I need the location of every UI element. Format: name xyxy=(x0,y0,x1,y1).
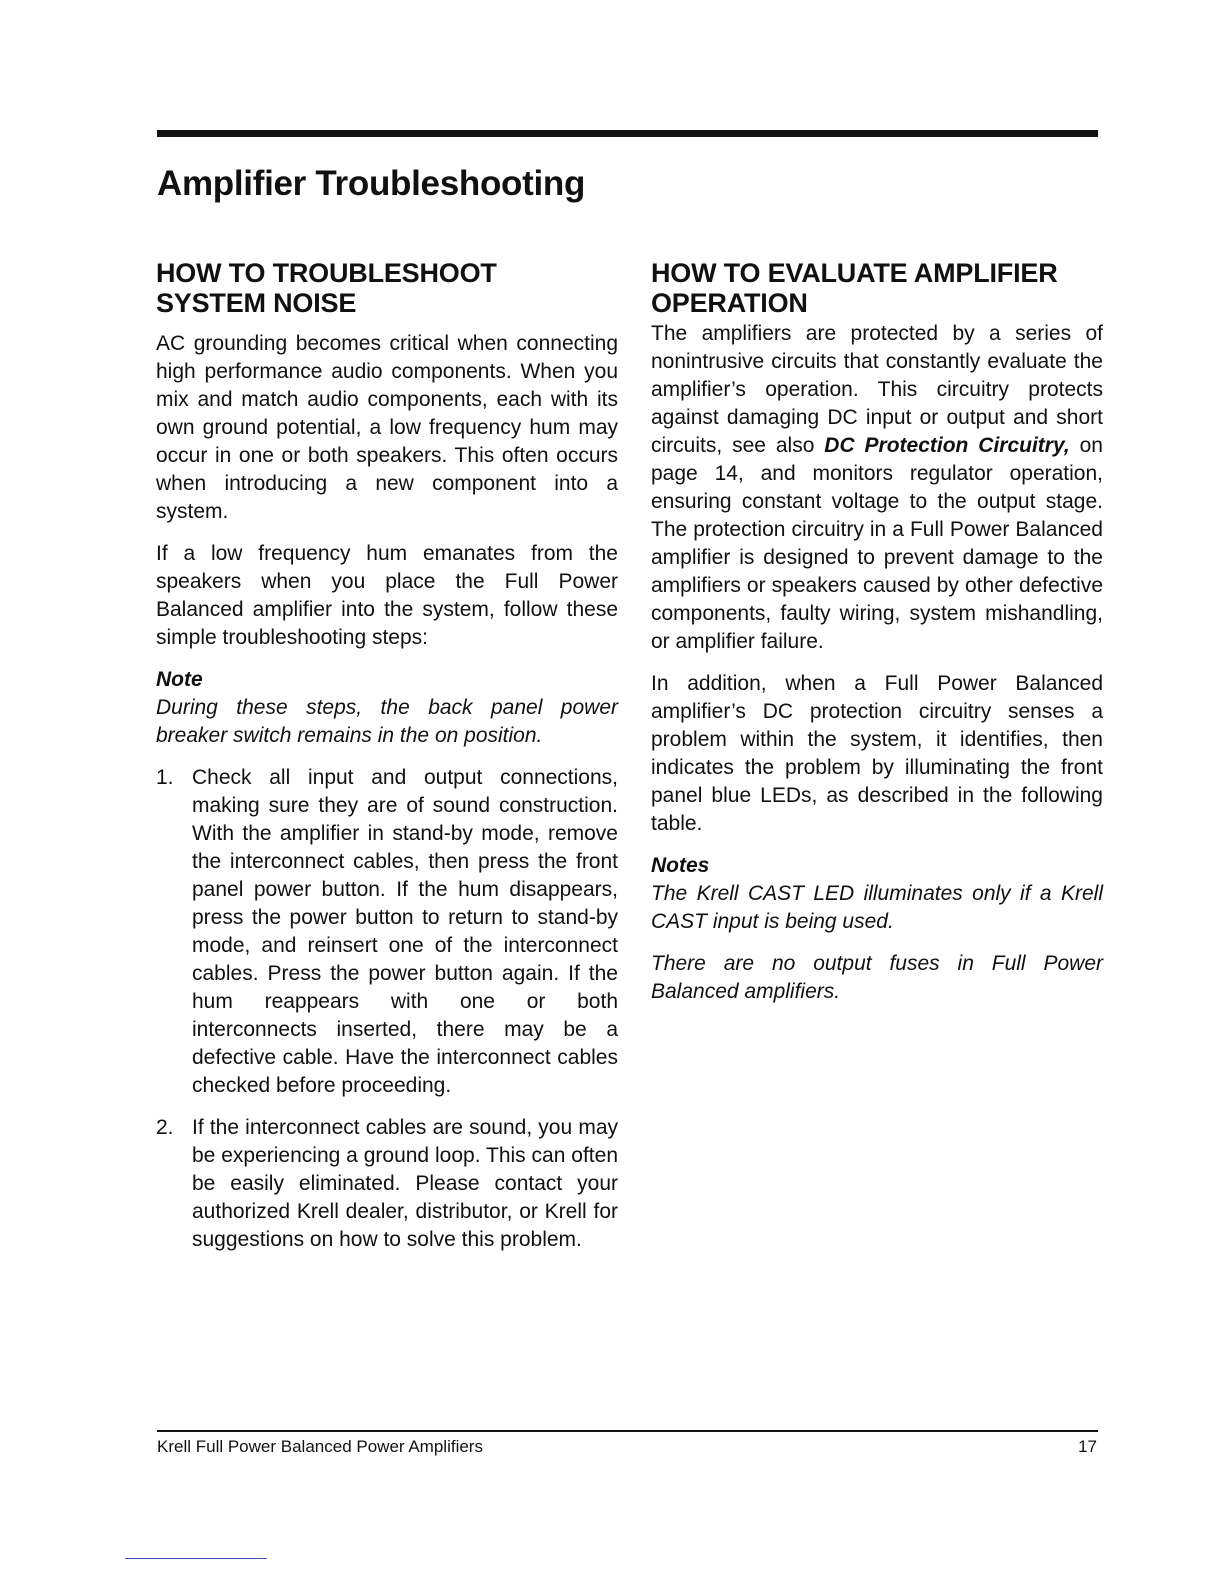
list-item xyxy=(156,764,618,1100)
paragraph: AC grounding becomes critical when connecting high performance audio components. When you mix and match audio components, each with its own ground potential, a low frequency hum may occur in one or both speakers. This often occurs when introducing a new component into a system. xyxy=(156,332,618,523)
paragraph: In addition, when a Full Power Balanced amplifier’s DC protection circuitry senses a problem within the system, it identifies, then indicates the problem by illuminating the front panel blue LEDs, as described in the following table. xyxy=(651,672,1103,835)
section-heading-evaluate-operation xyxy=(651,258,1103,318)
section-heading-system-noise xyxy=(156,258,618,318)
page-number: 17 xyxy=(1078,1437,1097,1456)
step-number: 2. xyxy=(156,1116,174,1139)
paragraph xyxy=(651,320,1103,656)
heading-line: OPERATION xyxy=(651,288,808,318)
heading-line: HOW TO TROUBLESHOOT xyxy=(156,258,497,288)
cross-reference-link[interactable]: DC Protection Circuitry, xyxy=(824,434,1070,457)
step-text: Check all input and output connections, making sure they are of sound construction. With the amplifier in stand-by mode, remove the interconnect cables, then press the front panel power button. If the hum disappears, press the power button to return to stand-by mode, and reinsert one of the interconnect cables. Press the power button again. If the hum reappears with one or both interconnects inserted, there may be a defective cable. Have the interconnect cables checked before proceeding. xyxy=(192,766,618,1097)
paragraph-text: The amplifiers are protected by a series of nonintrusive circuits that constantly evaluate the amplifier’s operation. This circuitry protects against damaging DC input or output and short circuits, see also xyxy=(651,322,1103,457)
step-text: If the interconnect cables are sound, you may be experiencing a ground loop. This can often be easily eliminated. Please contact your authorized Krell dealer, distributor, or Krell for suggestions on how to solve this problem. xyxy=(192,1116,618,1251)
note-text: There are no output fuses in Full Power Balanced amplifiers. xyxy=(651,952,1103,1003)
note-text: During these steps, the back panel power breaker switch remains in the on position. xyxy=(156,696,618,747)
paragraph: If a low frequency hum emanates from the speakers when you place the Full Power Balanced amplifier into the system, follow these simple troubleshooting steps: xyxy=(156,542,618,649)
scan-artifact-line xyxy=(125,1558,267,1559)
paragraph-text: on page 14, and monitors regulator operation, ensuring constant voltage to the output stage. The protection circuitry in a Full Power Balanced amplifier is designed to prevent damage to the amplifiers or speakers caused by other defective components, faulty wiring, system mishandling, or amplifier failure. xyxy=(651,434,1103,653)
step-number: 1. xyxy=(156,766,174,789)
right-column xyxy=(651,258,1103,1020)
note-title: Note xyxy=(156,668,203,691)
list-item xyxy=(156,1114,618,1254)
bottom-rule xyxy=(157,1430,1098,1432)
notes-title: Notes xyxy=(651,854,710,877)
note-text: The Krell CAST LED illuminates only if a Krell CAST input is being used. xyxy=(651,882,1103,933)
heading-line: HOW TO EVALUATE AMPLIFIER xyxy=(651,258,1058,288)
left-column xyxy=(156,258,618,1268)
heading-line: SYSTEM NOISE xyxy=(156,288,357,318)
page-title: Amplifier Troubleshooting xyxy=(157,164,586,203)
footer-title: Krell Full Power Balanced Power Amplifiers xyxy=(157,1437,483,1456)
top-rule xyxy=(157,130,1098,137)
troubleshooting-steps xyxy=(156,764,618,1254)
